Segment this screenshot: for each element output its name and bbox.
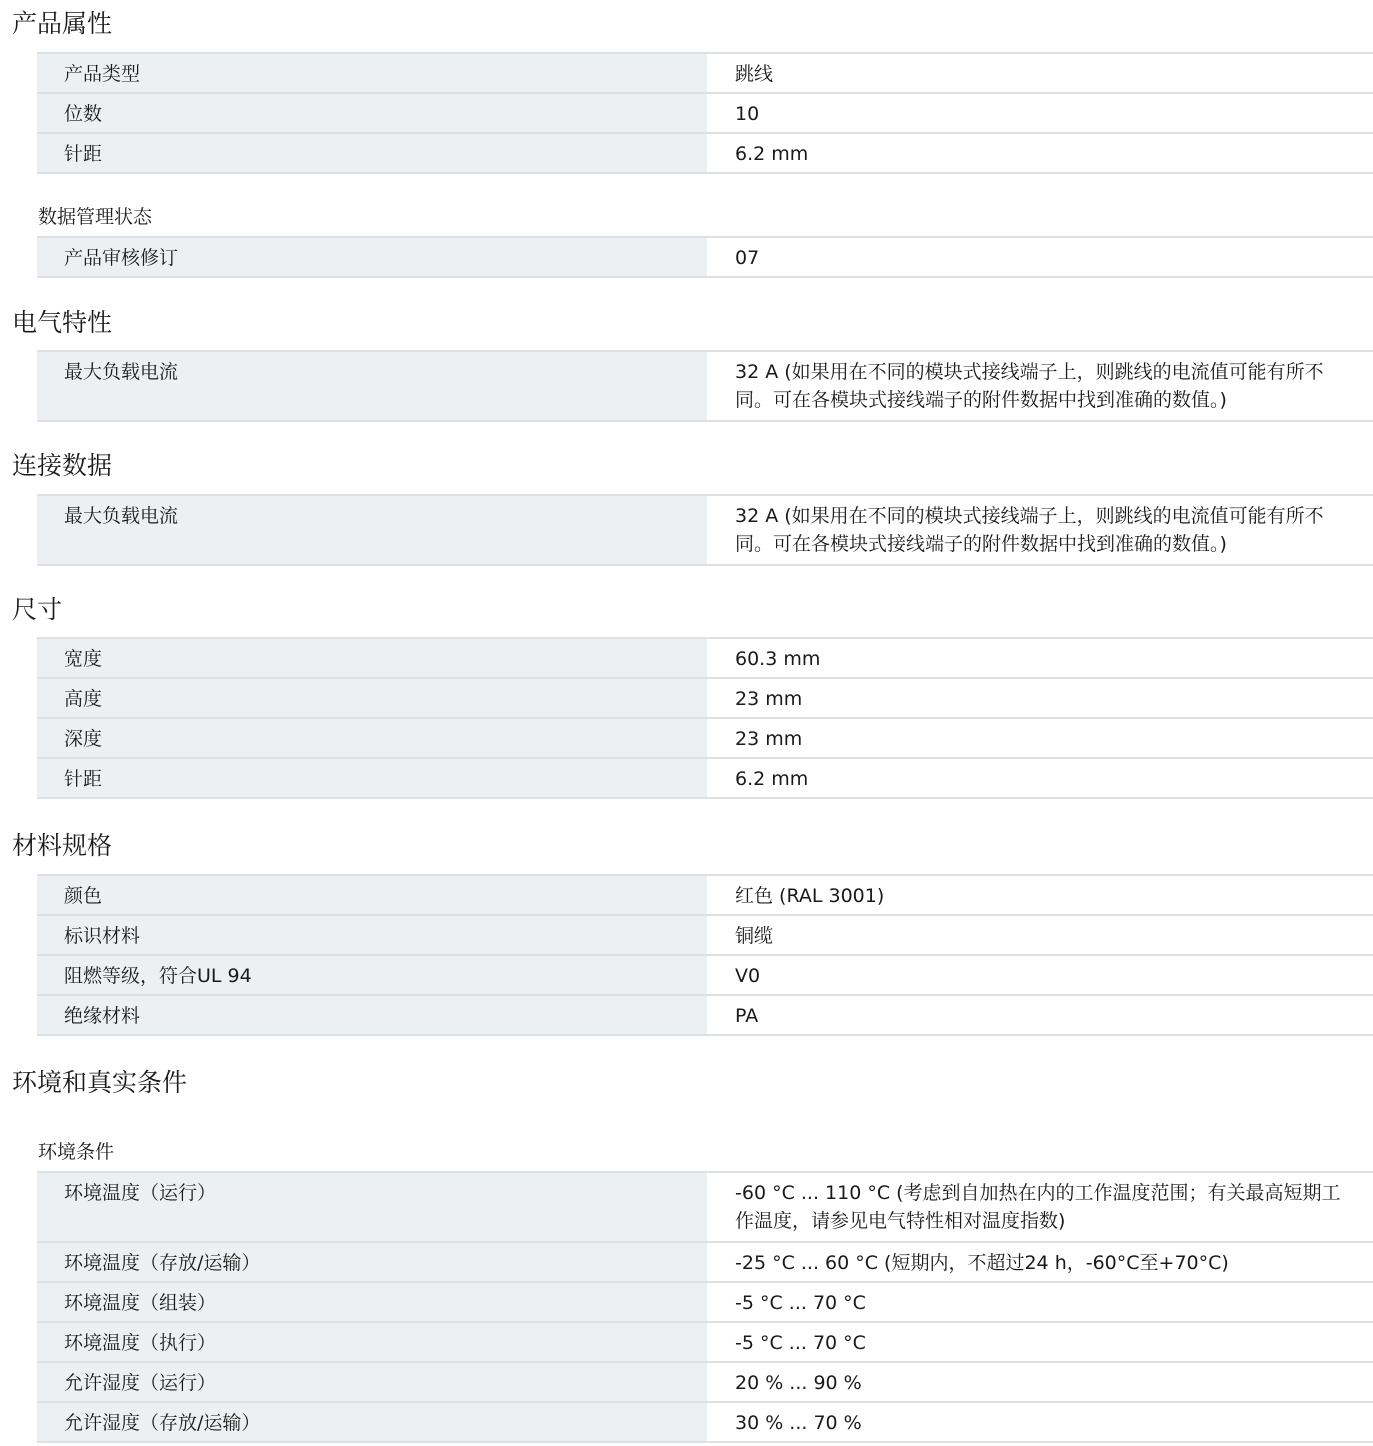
row-value: 60.3 mm (735, 648, 821, 670)
row-label: 环境温度（存放/运输） (37, 1243, 707, 1281)
table-row (37, 134, 1373, 174)
row-value: 铜缆 (735, 925, 774, 947)
table-row (37, 1403, 1373, 1443)
row-value: V0 (735, 965, 761, 987)
row-value: 10 (735, 103, 760, 125)
row-label: 标识材料 (37, 916, 707, 954)
table-row (37, 916, 1373, 956)
table-row (37, 496, 1373, 566)
table-row (37, 238, 1373, 278)
table-row (37, 352, 1373, 422)
section-title-dimensions: 尺寸 (12, 595, 63, 624)
section-title-electrical: 电气特性 (12, 308, 113, 337)
row-label: 高度 (37, 679, 707, 717)
row-value: 07 (735, 247, 760, 269)
data-management-table (37, 236, 1373, 278)
product-attributes-table (37, 52, 1373, 174)
table-row (37, 1283, 1373, 1323)
row-label: 产品类型 (37, 54, 707, 92)
row-label: 针距 (37, 134, 707, 172)
table-row (37, 54, 1373, 94)
row-label: 针距 (37, 759, 707, 797)
connection-table (37, 494, 1373, 566)
row-label: 环境温度（组装） (37, 1283, 707, 1321)
row-label: 允许湿度（运行） (37, 1363, 707, 1401)
row-value: 23 mm (735, 728, 803, 750)
table-row (37, 94, 1373, 134)
table-row (37, 1363, 1373, 1403)
row-label: 宽度 (37, 639, 707, 677)
row-value: -25 °C ... 60 °C (短期内，不超过24 h，-60°C至+70°C) (735, 1252, 1229, 1274)
row-value: 跳线 (735, 63, 774, 85)
electrical-table (37, 350, 1373, 422)
material-table (37, 874, 1373, 1036)
section-title-material: 材料规格 (12, 831, 113, 860)
table-row (37, 639, 1373, 679)
table-row (37, 759, 1373, 799)
row-value: -5 °C ... 70 °C (735, 1332, 866, 1354)
dimensions-table (37, 637, 1373, 799)
row-value: -60 °C ... 110 °C (考虑到自加热在内的工作温度范围；有关最高短期工作温度，请参见电气特性相对温度指数) (735, 1182, 1341, 1232)
table-row (37, 996, 1373, 1036)
table-row (37, 719, 1373, 759)
table-row (37, 1243, 1373, 1283)
section-title-product-attributes: 产品属性 (12, 9, 113, 38)
section-title-environment: 环境和真实条件 (12, 1068, 188, 1097)
row-value: 23 mm (735, 688, 803, 710)
row-label: 允许湿度（存放/运输） (37, 1403, 707, 1441)
row-label: 绝缘材料 (37, 996, 707, 1034)
row-label: 深度 (37, 719, 707, 757)
subsection-title-environment-conditions: 环境条件 (38, 1141, 115, 1163)
row-value: -5 °C ... 70 °C (735, 1292, 866, 1314)
row-label: 最大负载电流 (37, 352, 707, 420)
row-label: 环境温度（执行） (37, 1323, 707, 1361)
row-value: 6.2 mm (735, 143, 809, 165)
row-label: 环境温度（运行） (37, 1173, 707, 1241)
table-row (37, 876, 1373, 916)
row-value: PA (735, 1005, 759, 1027)
environment-table (37, 1171, 1373, 1443)
table-row (37, 679, 1373, 719)
row-value: 30 % ... 70 % (735, 1412, 862, 1434)
row-value: 32 A (如果用在不同的模块式接线端子上，则跳线的电流值可能有所不同。可在各模块式接线端子的附件数据中找到准确的数值。) (735, 361, 1324, 411)
section-title-connection: 连接数据 (12, 451, 113, 480)
table-row (37, 1173, 1373, 1243)
row-label: 颜色 (37, 876, 707, 914)
row-label: 产品审核修订 (37, 238, 707, 276)
table-row (37, 956, 1373, 996)
row-label: 最大负载电流 (37, 496, 707, 564)
subsection-title-data-management: 数据管理状态 (38, 206, 153, 228)
row-value: 6.2 mm (735, 768, 809, 790)
row-label: 阻燃等级，符合UL 94 (37, 956, 707, 994)
table-row (37, 1323, 1373, 1363)
row-value: 32 A (如果用在不同的模块式接线端子上，则跳线的电流值可能有所不同。可在各模块式接线端子的附件数据中找到准确的数值。) (735, 505, 1324, 555)
row-value: 20 % ... 90 % (735, 1372, 862, 1394)
row-value: 红色 (RAL 3001) (735, 885, 885, 907)
row-label: 位数 (37, 94, 707, 132)
